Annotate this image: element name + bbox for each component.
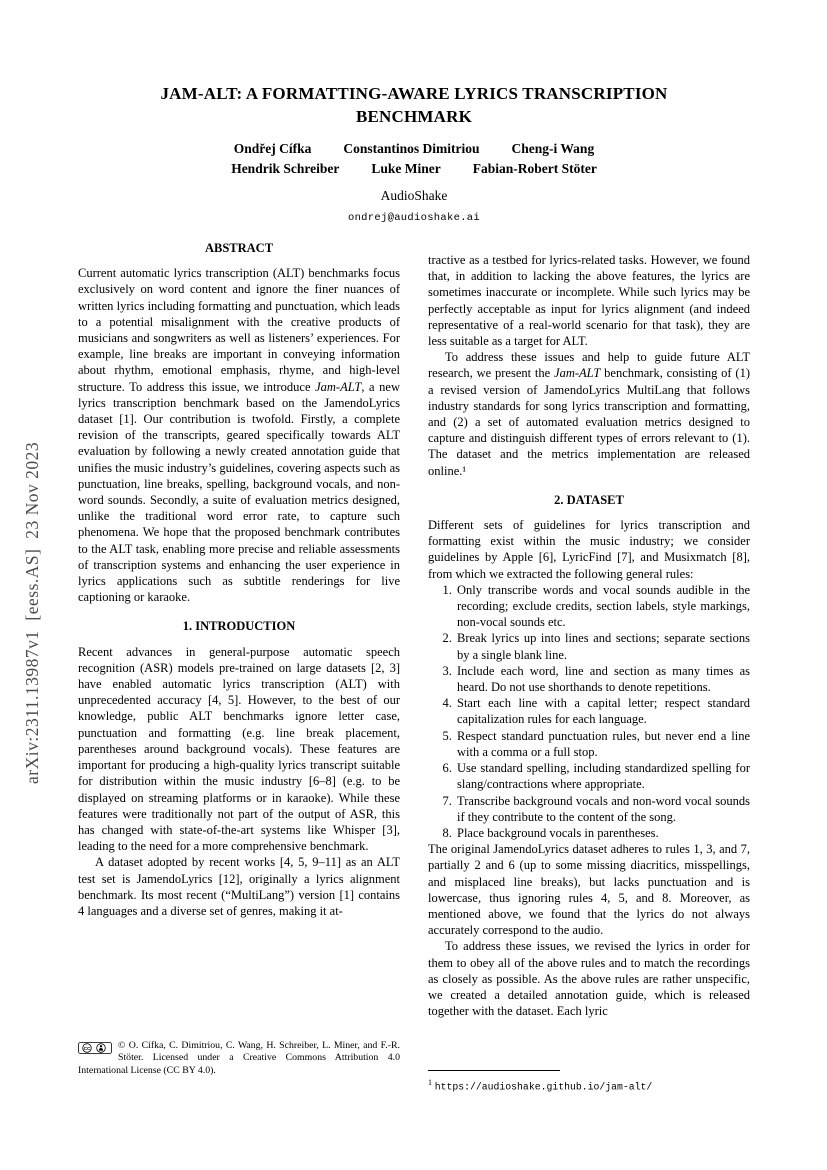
body-paragraph-contribution bbox=[428, 349, 750, 479]
body-text-part: benchmark, consisting of (1) a revised version of JamendoLyrics MultiLang that follows industry standards for song lyrics transcription and formatting, and (2) a set of automated evaluation metrics designed to capture and distinguish different types of errors relevant to (1). The dataset and the metrics implementation are released online.¹ bbox=[428, 366, 751, 478]
dataset-analysis-paragraph: The original JamendoLyrics dataset adheres to rules 1, 3, and 7, partially 2 and 6 (up to some missing diacritics, misspellings, and misplaced line breaks), but lacks punctuation and is lowercase, thus ignoring rules 4, 5, and 8. Moreover, as mentioned above, we found that the lyrics do not always accurately correspond to the audio. bbox=[428, 842, 750, 938]
abstract-text bbox=[78, 265, 400, 605]
intro-paragraph-2: A dataset adopted by recent works [4, 5, 9–11] as an ALT test set is JamendoLyrics [12], originally a lyrics alignment benchmark. Its most recent (“MultiLang”) version [1] contains 4 languages and a diverse set of genres, making it at- bbox=[78, 855, 400, 918]
author-list-row1 bbox=[64, 141, 764, 157]
cc-by-badge-icon bbox=[78, 1042, 112, 1058]
author-name: Luke Miner bbox=[371, 161, 441, 176]
benchmark-name-italic: Jam-ALT bbox=[554, 366, 601, 381]
guideline-rule-2: 2. Break lyrics up into lines and sections; separate sections by a single blank line. bbox=[455, 630, 750, 662]
author-email: ondrej@audioshake.ai bbox=[347, 212, 481, 224]
dataset-revision-paragraph: To address these issues, we revised the lyrics in order for them to obey all of the above rules and to match the recordings as closely as possible. As the above rules are rather unspecific, we created a detailed annotation guide, which is released together with the dataset. Each lyric bbox=[428, 939, 750, 1019]
paper-title-line2: BENCHMARK bbox=[355, 107, 473, 126]
author-list-row2 bbox=[64, 161, 764, 177]
benchmark-name-italic: Jam-ALT bbox=[315, 379, 362, 394]
author-name: Ondřej Cífka bbox=[233, 141, 312, 156]
guideline-rule-3: 3. Include each word, line and section as many times as heard. Do not use shorthands to denote repetitions. bbox=[455, 663, 750, 695]
section-1-heading: 1. INTRODUCTION bbox=[182, 619, 296, 634]
abstract-text-part: , a new lyrics transcription benchmark based on the JamendoLyrics dataset [1]. Our contribution is twofold. Firstly, a complete revision of the transcripts, geared specifically towards ALT evaluation by following a newly created annotation guide that unifies the music industry’s guidelines, covering aspects such as punctuation, line breaks, spelling, background vocals, and non-word sounds. Secondly, a suite of evaluation metrics designed, unlike the traditional word error rate, to capture such phenomena. We hope that the proposed benchmark contributes to the ALT task, enabling more precise and reliable assessments of transcription systems and enhancing the user experience in lyrics applications such as subtitle renderings for live captioning or karaoke. bbox=[78, 379, 400, 605]
right-column bbox=[428, 252, 750, 1094]
abstract-text-part: Current automatic lyrics transcription (ALT) benchmarks focus exclusively on word content and ignore the finer nuances of written lyrics including formatting and punctuation, which leads to a potential misalignment with the creative products of musicians and songwriters as well as listeners’ experiences. For example, line breaks are important in conveying information about rhythm, emotional emphasis, rhyme, and high-level structure. To address this issue, we introduce bbox=[78, 266, 400, 394]
footnote-url-link[interactable]: https://audioshake.github.io/jam-alt/ bbox=[434, 1082, 653, 1093]
intro-paragraph-1: Recent advances in general-purpose automatic speech recognition (ASR) models pre-trained on large datasets [2, 3] have enabled automatic lyrics transcription (ALT) with unprecedented accuracy [4, 5]. However, to the best of our knowledge, public ALT benchmarks ignore letter case, punctuation and formatting (e.g. line break placement, parentheses around background vocals). These features are important for producing a high-quality lyrics transcript suitable for distribution within the music industry [6–8] (e.g. to be displayed on streaming platforms or in karaoke). While these features were traditionally not part of the output of ASR, this has changed with state-of-the-art systems like Whisper [3], leading to the need for a more comprehensive benchmark. bbox=[78, 644, 400, 854]
author-name: Constantinos Dimitriou bbox=[343, 141, 480, 156]
footnote-divider bbox=[428, 1070, 560, 1071]
license-text: © O. Cífka, C. Dimitriou, C. Wang, H. Schreiber, L. Miner, and F.-R. Stöter. Licensed under a Creative Commons Attribution 4.0 International License (CC BY 4.0). bbox=[78, 1039, 400, 1076]
guideline-rule-1: 1. Only transcribe words and vocal sounds audible in the recording; exclude credits, section labels, style markings, non-vocal sounds etc. bbox=[455, 582, 750, 631]
author-name: Fabian-Robert Stöter bbox=[472, 161, 597, 176]
affiliation: AudioShake bbox=[380, 188, 448, 203]
guideline-rule-5: 5. Respect standard punctuation rules, but never end a line with a comma or a full stop. bbox=[455, 728, 750, 760]
svg-text:CC: CC bbox=[83, 1046, 91, 1052]
paper-header bbox=[64, 82, 764, 224]
section-2-heading: 2. DATASET bbox=[554, 492, 624, 507]
license-footnote bbox=[78, 1040, 400, 1077]
guideline-rule-4: 4. Start each line with a capital letter; respect standard capitalization rules for each language. bbox=[455, 695, 750, 727]
author-name: Hendrik Schreiber bbox=[231, 161, 340, 176]
body-text-part: To address these issues and help to guide future ALT research, we present the bbox=[428, 350, 750, 381]
author-name: Cheng-i Wang bbox=[511, 141, 595, 156]
footnote bbox=[428, 1070, 750, 1094]
guideline-rule-6: 6. Use standard spelling, including standardized spelling for slang/contractions where appropriate. bbox=[455, 760, 750, 792]
body-paragraph-continuation: tractive as a testbed for lyrics-related tasks. However, we found that, in addition to lacking the above features, the lyrics are sometimes inaccurate or incomplete. While such lyrics may be perfectly acceptable as input for lyrics alignment (and indeed representative of a real-world scenario for that task), they are less suitable as a target for ALT. bbox=[428, 253, 750, 349]
arxiv-stamp: arXiv:2311.13987v1 [eess.AS] 23 Nov 2023 bbox=[22, 441, 42, 784]
abstract-heading: ABSTRACT bbox=[204, 241, 274, 255]
paper-title-line1: JAM-ALT: A FORMATTING-AWARE LYRICS TRANSCRIPTION bbox=[160, 84, 668, 103]
footnote-marker: 1 bbox=[428, 1078, 432, 1088]
guidelines-list bbox=[428, 582, 750, 841]
dataset-intro-paragraph: Different sets of guidelines for lyrics transcription and formatting exist within the music industry; we consider guidelines by Apple [6], LyricFind [7], and Musixmatch [8], from which we extracted the following general rules: bbox=[428, 518, 750, 581]
left-column bbox=[78, 240, 400, 1077]
guideline-rule-7: 7. Transcribe background vocals and non-word vocal sounds if they contribute to the content of the song. bbox=[455, 793, 750, 825]
paper-title bbox=[64, 82, 764, 128]
guideline-rule-8: 8. Place background vocals in parentheses. bbox=[455, 825, 750, 841]
